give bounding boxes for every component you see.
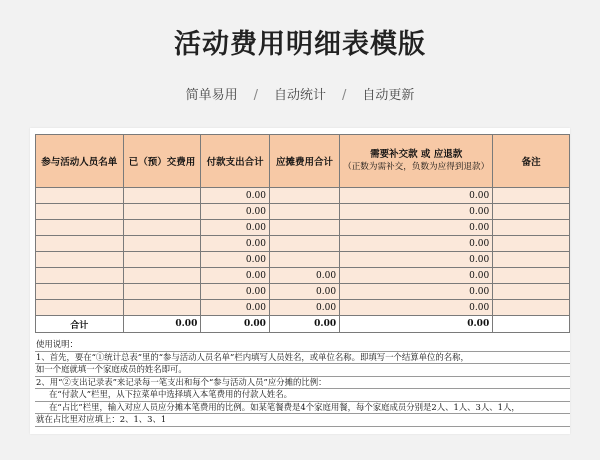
table-cell-c6[interactable] (493, 268, 570, 284)
table-cell-c2[interactable] (123, 268, 201, 284)
table-cell-c2[interactable] (123, 284, 201, 300)
header-remarks[interactable]: 备注 (493, 135, 570, 188)
note-line: 2、用“②支出记录表”来记录每一笔支出和每个“参与活动人员”应分摊的比例： (35, 377, 570, 390)
table-cell-c1[interactable] (36, 204, 124, 220)
table-cell-c6[interactable] (493, 220, 570, 236)
table-cell-c6[interactable] (493, 204, 570, 220)
table-cell-c2[interactable] (123, 188, 201, 204)
table-row (36, 284, 570, 300)
table-row (36, 236, 570, 252)
header-balance[interactable] (340, 135, 493, 188)
table-cell-c3[interactable]: 0.00 (201, 236, 270, 252)
table-row (36, 252, 570, 268)
table-cell-c6[interactable] (493, 236, 570, 252)
table-cell-c3[interactable]: 0.00 (201, 284, 270, 300)
table-cell-c6[interactable] (493, 252, 570, 268)
table-cell-c2[interactable] (123, 300, 201, 316)
table-cell-c1[interactable] (36, 300, 124, 316)
table-cell-c6[interactable] (493, 284, 570, 300)
table-cell-c1[interactable] (36, 236, 124, 252)
table-row (36, 188, 570, 204)
note-line: 就在占比里对应填上：2、1、3、1 (35, 414, 570, 427)
table-cell-c4[interactable] (269, 204, 339, 220)
table-cell-c3[interactable]: 0.00 (201, 252, 270, 268)
table-cell-c5[interactable]: 0.00 (340, 300, 493, 316)
table-row (36, 220, 570, 236)
table-cell-c4[interactable] (269, 188, 339, 204)
table-cell-c3[interactable]: 0.00 (201, 204, 270, 220)
separator: / (342, 88, 347, 103)
table-cell-c2[interactable] (123, 204, 201, 220)
separator: / (253, 88, 258, 103)
table-cell-c2[interactable] (123, 220, 201, 236)
table-cell-c4[interactable] (269, 220, 339, 236)
table-cell-c5[interactable]: 0.00 (340, 188, 493, 204)
table-cell-c5[interactable]: 0.00 (340, 220, 493, 236)
header-share-total[interactable]: 应摊费用合计 (269, 135, 339, 188)
total-paid[interactable]: 0.00 (123, 316, 201, 333)
total-label[interactable]: 合计 (36, 316, 124, 333)
table-cell-c1[interactable] (36, 188, 124, 204)
table-cell-c5[interactable]: 0.00 (340, 284, 493, 300)
header-balance-note: （正数为需补交，负数为应得到退款） (343, 162, 490, 172)
feature-auto-stats: 自动统计 (273, 88, 326, 103)
note-line: 在“占比”栏里，输入对应人员应分摊本笔费用的比例。如某笔餐费是4个家庭用餐，每个家庭成员分别是2人、1人、3人、1人， (35, 402, 570, 415)
table-cell-c1[interactable] (36, 284, 124, 300)
table-cell-c6[interactable] (493, 300, 570, 316)
note-line: 1、首先，要在“①统计总表”里的“参与活动人员名单”栏内填写人员姓名，或单位名称。即填写一个结算单位的名称， (35, 352, 570, 365)
table-cell-c3[interactable]: 0.00 (201, 220, 270, 236)
header-paid[interactable]: 已（预）交费用 (123, 135, 201, 188)
feature-tagline (0, 84, 600, 103)
note-line: 如一个庭就填一个家庭成员的姓名即可。 (35, 364, 570, 377)
table-cell-c4[interactable]: 0.00 (269, 284, 339, 300)
table-row (36, 204, 570, 220)
table-cell-c2[interactable] (123, 252, 201, 268)
spreadsheet-preview (30, 128, 570, 434)
table-row (36, 268, 570, 284)
table-cell-c5[interactable]: 0.00 (340, 236, 493, 252)
table-cell-c5[interactable]: 0.00 (340, 252, 493, 268)
table-cell-c4[interactable]: 0.00 (269, 268, 339, 284)
table-row (36, 300, 570, 316)
header-row (36, 135, 570, 188)
table-cell-c1[interactable] (36, 252, 124, 268)
total-share[interactable]: 0.00 (269, 316, 339, 333)
table-cell-c1[interactable] (36, 268, 124, 284)
table-cell-c4[interactable] (269, 252, 339, 268)
table-cell-c6[interactable] (493, 188, 570, 204)
table-cell-c5[interactable]: 0.00 (340, 268, 493, 284)
table-cell-c4[interactable]: 0.00 (269, 300, 339, 316)
feature-easy: 简单易用 (185, 88, 238, 103)
table-cell-c5[interactable]: 0.00 (340, 204, 493, 220)
expense-table (35, 134, 570, 333)
header-payment-total[interactable]: 付款支出合计 (201, 135, 270, 188)
table-cell-c3[interactable]: 0.00 (201, 268, 270, 284)
header-participants[interactable]: 参与活动人员名单 (36, 135, 124, 188)
notes-heading: 使用说明： (35, 339, 570, 352)
total-payment[interactable]: 0.00 (201, 316, 270, 333)
table-cell-c2[interactable] (123, 236, 201, 252)
table-cell-c3[interactable]: 0.00 (201, 300, 270, 316)
total-remarks[interactable] (493, 316, 570, 333)
header-balance-title: 需要补交款 或 应退款 (370, 149, 463, 160)
total-balance[interactable]: 0.00 (340, 316, 493, 333)
table-cell-c1[interactable] (36, 220, 124, 236)
table-cell-c4[interactable] (269, 236, 339, 252)
total-row (36, 316, 570, 333)
table-cell-c3[interactable]: 0.00 (201, 188, 270, 204)
usage-notes (35, 339, 570, 427)
feature-auto-update: 自动更新 (362, 88, 415, 103)
page-title: 活动费用明细表模版 (174, 29, 426, 60)
note-line: 在“付款人”栏里，从下拉菜单中选择填入本笔费用的付款人姓名。 (35, 389, 570, 402)
